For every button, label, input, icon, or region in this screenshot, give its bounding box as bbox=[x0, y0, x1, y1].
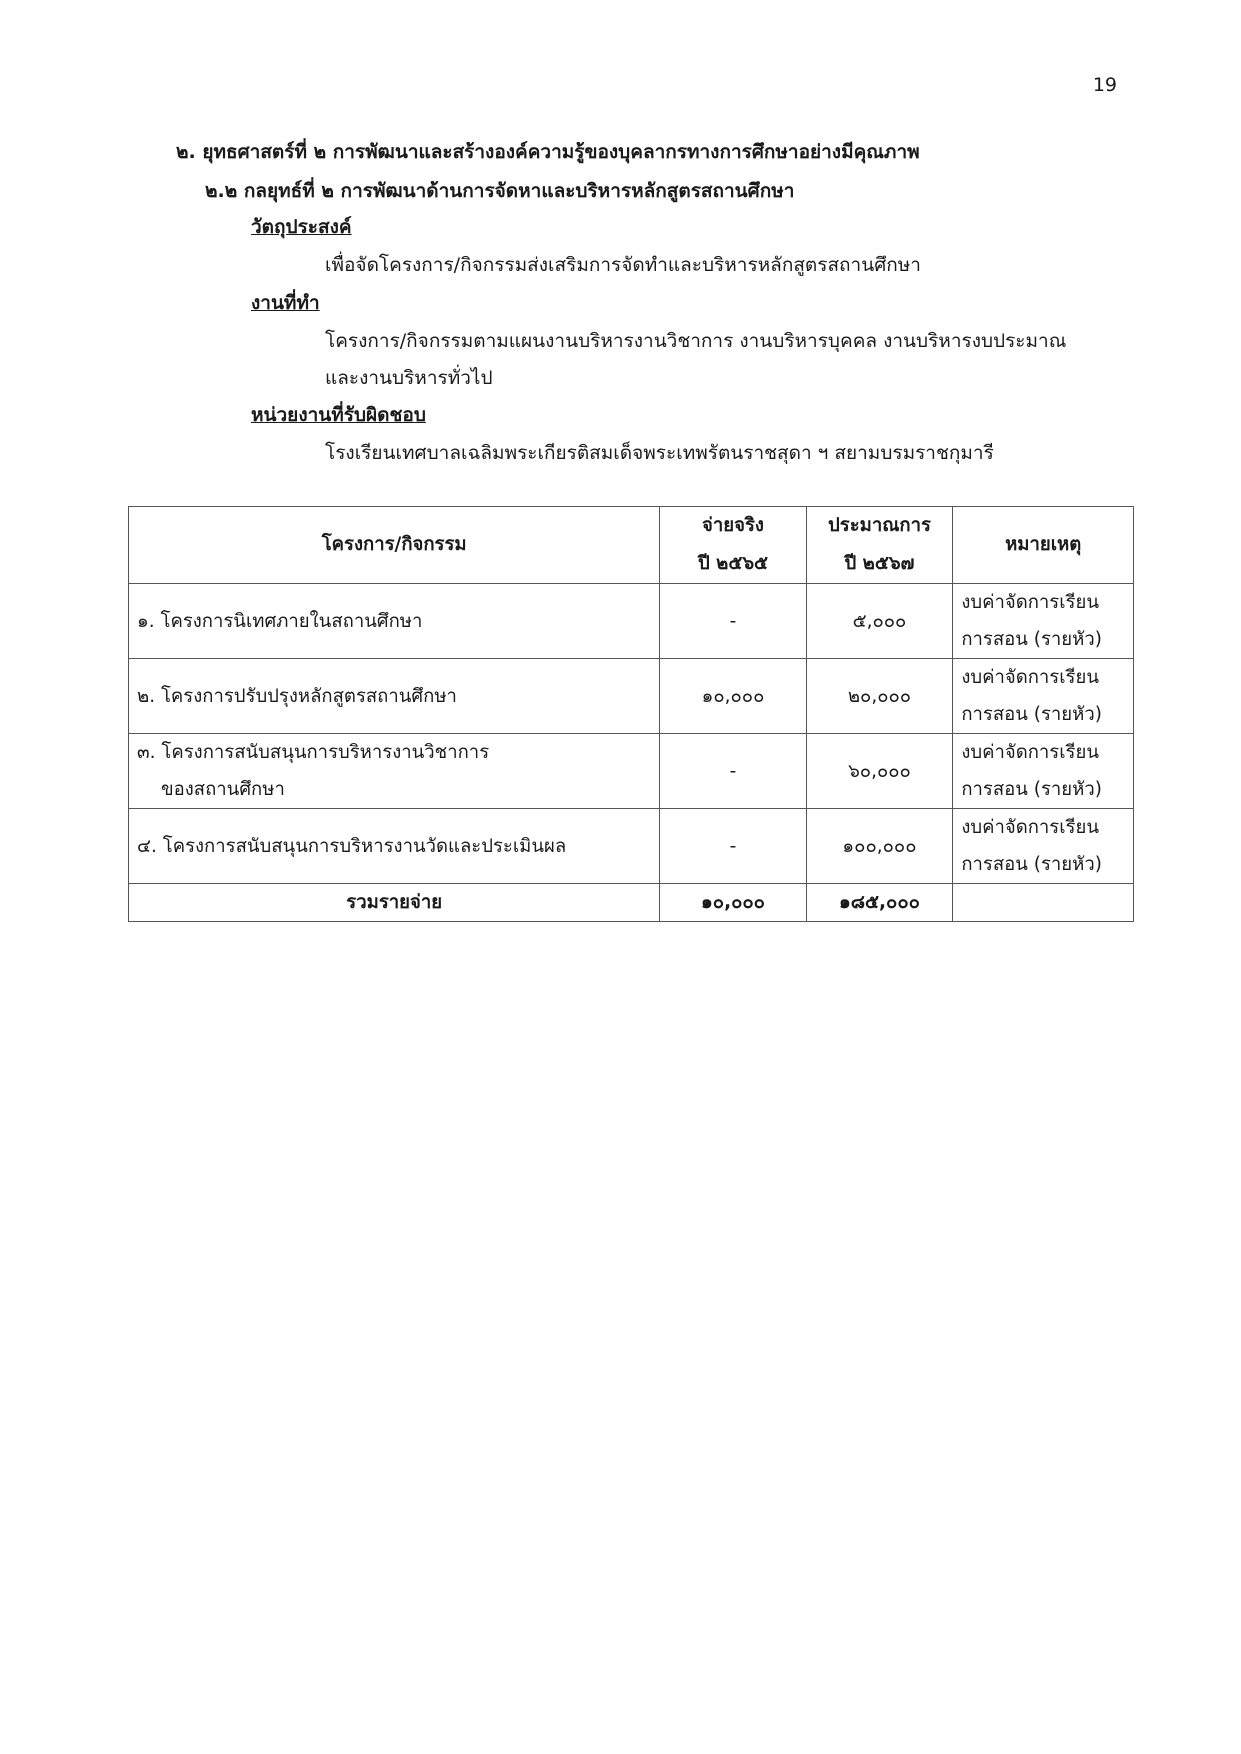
project-name: ๔. โครงการสนับสนุนการบริหารงานวัดและประเมินผล bbox=[137, 835, 567, 857]
plan-cell: ๕,๐๐๐ bbox=[806, 584, 953, 659]
total-note bbox=[953, 884, 1134, 922]
note-line2: การสอน (รายหัว) bbox=[961, 854, 1102, 875]
work-heading: งานที่ทำ bbox=[251, 292, 320, 314]
project-cell bbox=[129, 734, 660, 809]
spent-cell: - bbox=[660, 809, 806, 884]
header-project: โครงการ/กิจกรรม bbox=[129, 507, 660, 584]
project-name: ๑. โครงการนิเทศภายในสถานศึกษา bbox=[137, 610, 423, 632]
project-cell bbox=[129, 809, 660, 884]
table-row bbox=[129, 809, 1134, 884]
header-spent-line1: จ่ายจริง bbox=[702, 515, 764, 536]
total-row bbox=[129, 884, 1134, 922]
project-name: ๓. โครงการสนับสนุนการบริหารงานวิชาการ bbox=[137, 742, 490, 763]
note-cell bbox=[953, 734, 1134, 809]
table-header-row bbox=[129, 507, 1134, 584]
note-line1: งบค่าจัดการเรียน bbox=[961, 817, 1099, 838]
total-plan: ๑๘๕,๐๐๐ bbox=[806, 884, 953, 922]
note-line2: การสอน (รายหัว) bbox=[961, 779, 1102, 800]
header-spent-line2: ปี ๒๕๖๕ bbox=[697, 553, 769, 574]
work-text-line1: โครงการ/กิจกรรมตามแผนงานบริหารงานวิชาการ งานบริหารบุคคล งานบริหารงบประมาณ bbox=[325, 330, 1067, 352]
spent-cell: ๑๐,๐๐๐ bbox=[660, 659, 806, 734]
header-plan bbox=[806, 507, 953, 584]
responsible-heading: หน่วยงานที่รับผิดชอบ bbox=[251, 404, 426, 426]
note-line1: งบค่าจัดการเรียน bbox=[961, 592, 1099, 613]
project-name-continued: ของสถานศึกษา bbox=[161, 779, 285, 800]
spent-cell: - bbox=[660, 734, 806, 809]
note-cell bbox=[953, 584, 1134, 659]
plan-cell: ๒๐,๐๐๐ bbox=[806, 659, 953, 734]
header-spent bbox=[660, 507, 806, 584]
table-row bbox=[129, 659, 1134, 734]
budget-table bbox=[128, 506, 1134, 922]
objective-text: เพื่อจัดโครงการ/กิจกรรมส่งเสริมการจัดทำและบริหารหลักสูตรสถานศึกษา bbox=[325, 254, 921, 276]
table-row bbox=[129, 734, 1134, 809]
objective-heading: วัตถุประสงค์ bbox=[251, 216, 352, 238]
project-cell bbox=[129, 584, 660, 659]
note-line2: การสอน (รายหัว) bbox=[961, 704, 1102, 725]
plan-cell: ๑๐๐,๐๐๐ bbox=[806, 809, 953, 884]
responsible-text: โรงเรียนเทศบาลเฉลิมพระเกียรติสมเด็จพระเทพรัตนราชสุดา ฯ สยามบรมราชกุมารี bbox=[325, 442, 994, 464]
work-text-line2: และงานบริหารทั่วไป bbox=[325, 367, 493, 389]
spent-cell: - bbox=[660, 584, 806, 659]
total-label: รวมรายจ่าย bbox=[129, 884, 660, 922]
header-plan-line2: ปี ๒๕๖๗ bbox=[844, 553, 915, 574]
plan-cell: ๖๐,๐๐๐ bbox=[806, 734, 953, 809]
note-cell bbox=[953, 809, 1134, 884]
header-plan-line1: ประมาณการ bbox=[828, 515, 931, 536]
note-line2: การสอน (รายหัว) bbox=[961, 629, 1102, 650]
header-note: หมายเหตุ bbox=[953, 507, 1134, 584]
total-spent: ๑๐,๐๐๐ bbox=[660, 884, 806, 922]
tactic-title: ๒.๒ กลยุทธ์ที่ ๒ การพัฒนาด้านการจัดหาและบริหารหลักสูตรสถานศึกษา bbox=[205, 180, 795, 202]
page-number: 19 bbox=[1092, 74, 1117, 96]
project-cell bbox=[129, 659, 660, 734]
note-line1: งบค่าจัดการเรียน bbox=[961, 742, 1099, 763]
project-name: ๒. โครงการปรับปรุงหลักสูตรสถานศึกษา bbox=[137, 685, 457, 707]
note-line1: งบค่าจัดการเรียน bbox=[961, 667, 1099, 688]
note-cell bbox=[953, 659, 1134, 734]
strategy-title: ๒. ยุทธศาสตร์ที่ ๒ การพัฒนาและสร้างองค์ความรู้ของบุคลากรทางการศึกษาอย่างมีคุณภาพ bbox=[176, 141, 920, 163]
table-row bbox=[129, 584, 1134, 659]
